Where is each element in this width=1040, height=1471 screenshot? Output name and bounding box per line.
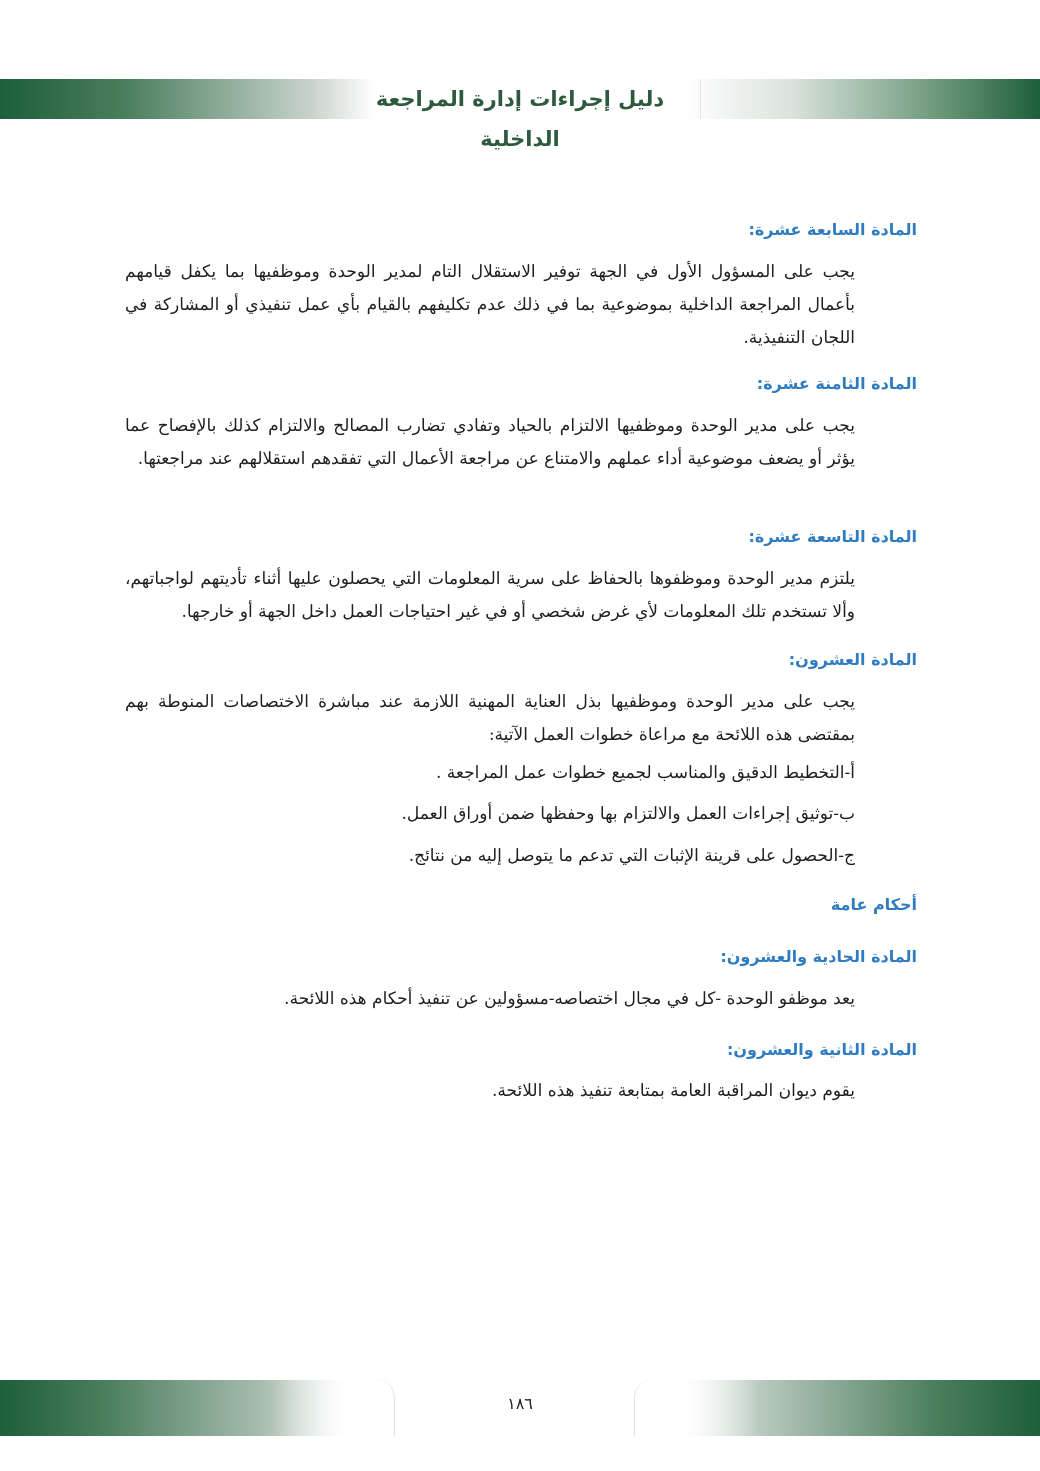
article-22-text: يقوم ديوان المراقبة العامة بمتابعة تنفيذ هذه اللائحة. xyxy=(492,1081,855,1101)
article-18-heading: المادة الثامنة عشرة: xyxy=(756,374,917,393)
article-19-heading: المادة التاسعة عشرة: xyxy=(748,527,917,546)
document-title: دليل إجراءات إدارة المراجعة الداخلية xyxy=(375,87,665,151)
article-17-text: يجب على المسؤول الأول في الجهة توفير الاستقلال التام لمدير الوحدة وموظفيها بما يكفل قيامهم بأعمال المراجعة الداخلية بموضوعية بما في ذلك عدم تكليفهم بالقيام بأي عمل تنفيذي أو المشاركة في اللجان التنفيذية. xyxy=(125,262,855,348)
list-item: ج-الحصول على قرينة الإثبات التي تدعم ما يتوصل إليه من نتائج. xyxy=(408,846,855,866)
article-18-text: يجب على مدير الوحدة وموظفيها الالتزام بالحياد وتفادي تضارب المصالح والالتزام كذلك بالإفصاح عما يؤثر أو يضعف موضوعية أداء عملهم والامتناع عن مراجعة الأعمال التي تفقدهم استقلالهم عند مراجعتها. xyxy=(125,416,855,469)
general-provisions-title: أحكام عامة xyxy=(830,895,917,914)
article-19-text: يلتزم مدير الوحدة وموظفوها بالحفاظ على سرية المعلومات التي يحصلون عليها أثناء تأديتهم لواجباتهم، وألا تستخدم تلك المعلومات لأي غرض شخصي أو في غير احتياجات العمل داخل الجهة أو خارجها. xyxy=(125,569,855,622)
article-21-heading: المادة الحادية والعشرون: xyxy=(720,947,917,966)
article-20-heading: المادة العشرون: xyxy=(788,650,917,669)
header-divider xyxy=(700,79,701,119)
list-item: ب-توثيق إجراءات العمل والالتزام بها وحفظها ضمن أوراق العمل. xyxy=(401,804,855,824)
list-item: أ-التخطيط الدقيق والمناسب لجميع خطوات عمل المراجعة . xyxy=(436,763,855,783)
footer-tab xyxy=(270,1380,395,1436)
article-22-heading: المادة الثانية والعشرون: xyxy=(727,1040,917,1059)
footer-tab xyxy=(634,1380,759,1436)
article-21-text: يعد موظفو الوحدة -كل في مجال اختصاصه-مسؤولين عن تنفيذ أحكام هذه اللائحة. xyxy=(284,989,855,1009)
article-17-heading: المادة السابعة عشرة: xyxy=(748,220,917,239)
header-band xyxy=(0,79,1040,151)
page-number: ١٨٦ xyxy=(507,1394,533,1413)
article-20-text: يجب على مدير الوحدة وموظفيها بذل العناية المهنية اللازمة عند مباشرة الاختصاصات المنوطة بهم بمقتضى هذه اللائحة مع مراعاة خطوات العمل الآتية: xyxy=(125,692,855,745)
